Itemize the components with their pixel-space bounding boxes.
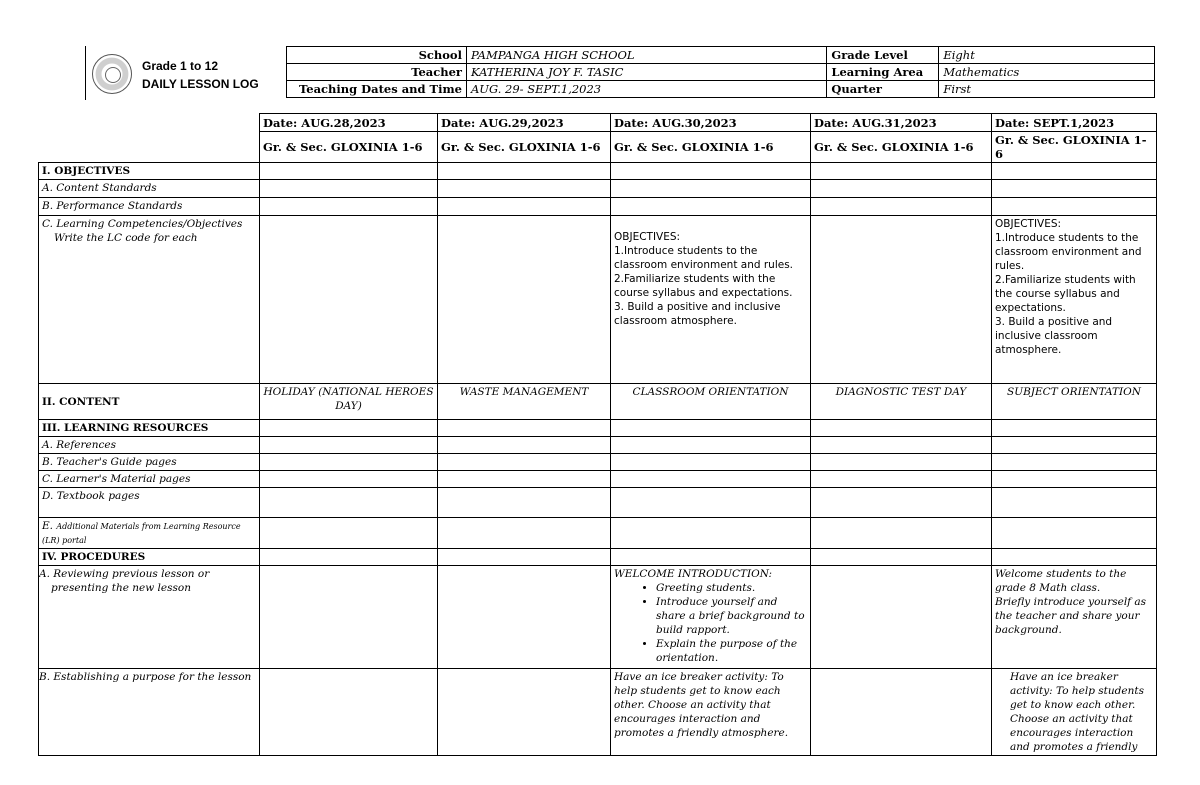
objectives-heading: OBJECTIVES: xyxy=(614,231,681,243)
school-value: PAMPANGA HIGH SCHOOL xyxy=(466,47,826,64)
content-day-2: WASTE MANAGEMENT xyxy=(438,384,611,420)
row-content-standards: A. Content Standards xyxy=(39,180,260,198)
procedure-b-day-3: Have an ice breaker activity: To help students get to know each other. Choose an activity that encourages interaction and promotes a friendly atmosphere. xyxy=(611,669,811,756)
date-day-2: Date: AUG.29,2023 xyxy=(438,114,611,132)
content-day-1: HOLIDAY (NATIONAL HEROES DAY) xyxy=(260,384,438,420)
additional-prefix: E. xyxy=(42,520,54,532)
section-day-3: Gr. & Sec. GLOXINIA 1-6 xyxy=(611,132,811,163)
procedure-b-day-5: Have an ice breaker activity: To help students get to know each other. Choose an activity that encourages interaction and promotes a friendly xyxy=(992,669,1157,756)
content-day-5: SUBJECT ORIENTATION xyxy=(992,384,1157,420)
grade-level-label: Grade Level xyxy=(827,47,939,64)
daily-lesson-log-table xyxy=(38,113,1157,756)
competencies-line-1: C. Learning Competencies/Objectives xyxy=(42,218,243,230)
welcome-line-1: Welcome students to the grade 8 Math class. xyxy=(995,568,1127,594)
row-learners-material: C. Learner's Material pages xyxy=(39,471,260,488)
date-day-3: Date: AUG.30,2023 xyxy=(611,114,811,132)
welcome-item-3: • Explain the purpose of the orientation. xyxy=(656,637,807,665)
objectives-cell-day-3 xyxy=(611,216,811,384)
row-establishing-purpose: B. Establishing a purpose for the lesson xyxy=(39,669,260,756)
row-performance-standards: B. Performance Standards xyxy=(39,198,260,216)
teacher-label: Teacher xyxy=(287,64,467,81)
section-learning-resources: III. LEARNING RESOURCES xyxy=(39,420,260,437)
document-title xyxy=(142,57,259,93)
school-label: School xyxy=(287,47,467,64)
title-line-2: DAILY LESSON LOG xyxy=(142,77,259,91)
procedure-a-day-5 xyxy=(992,566,1157,669)
section-objectives: I. OBJECTIVES xyxy=(39,163,260,180)
quarter-value: First xyxy=(939,81,1155,98)
objectives-cell-day-5 xyxy=(992,216,1157,384)
section-content: II. CONTENT xyxy=(39,384,260,420)
objective-2: 2.Familiarize students with the course syllabus and expectations. xyxy=(614,273,793,299)
teaching-dates-value: AUG. 29- SEPT.1,2023 xyxy=(466,81,826,98)
grade-level-value: Eight xyxy=(939,47,1155,64)
learning-area-value: Mathematics xyxy=(939,64,1155,81)
title-line-1: Grade 1 to 12 xyxy=(142,59,219,73)
welcome-item-2: • Introduce yourself and share a brief background to build rapport. xyxy=(656,595,807,637)
blank-corner xyxy=(39,114,260,132)
content-day-3: CLASSROOM ORIENTATION xyxy=(611,384,811,420)
section-day-4: Gr. & Sec. GLOXINIA 1-6 xyxy=(811,132,992,163)
objectives-heading: OBJECTIVES: xyxy=(995,218,1062,230)
welcome-heading: WELCOME INTRODUCTION: xyxy=(614,568,773,580)
competencies-line-2: Write the LC code for each xyxy=(54,232,198,244)
teacher-value: KATHERINA JOY F. TASIC xyxy=(466,64,826,81)
section-day-5: Gr. & Sec. GLOXINIA 1-6 xyxy=(992,132,1157,163)
welcome-list xyxy=(614,581,807,665)
row-references: A. References xyxy=(39,437,260,454)
row-textbook: D. Textbook pages xyxy=(39,488,260,518)
welcome-line-2: Briefly introduce yourself as the teacher and share your background. xyxy=(995,596,1147,636)
content-day-4: DIAGNOSTIC TEST DAY xyxy=(811,384,992,420)
row-learning-competencies xyxy=(39,216,260,384)
section-day-2: Gr. & Sec. GLOXINIA 1-6 xyxy=(438,132,611,163)
date-day-4: Date: AUG.31,2023 xyxy=(811,114,992,132)
header-left-border xyxy=(85,46,87,100)
objective-2: 2.Familiarize students with the course syllabus and expectations. xyxy=(995,274,1136,314)
objective-1: 1.Introduce students to the classroom environment and rules. xyxy=(614,245,794,271)
teaching-dates-label: Teaching Dates and Time xyxy=(287,81,467,98)
objective-3: 3. Build a positive and inclusive classroom atmosphere. xyxy=(995,316,1113,356)
date-day-5: Date: SEPT.1,2023 xyxy=(992,114,1157,132)
learning-area-label: Learning Area xyxy=(827,64,939,81)
procedure-a-day-3 xyxy=(611,566,811,669)
welcome-item-1: • Greeting students. xyxy=(656,581,807,595)
objective-1: 1.Introduce students to the classroom environment and rules. xyxy=(995,232,1142,272)
objective-3: 3. Build a positive and inclusive classroom atmosphere. xyxy=(614,301,781,327)
section-procedures: IV. PROCEDURES xyxy=(39,549,260,566)
blank-corner-2 xyxy=(39,132,260,163)
additional-label: Additional Materials from Learning Resource (LR) portal xyxy=(42,522,241,545)
row-reviewing-lesson: A. Reviewing previous lesson or presenting the new lesson xyxy=(39,566,260,669)
quarter-label: Quarter xyxy=(827,81,939,98)
section-day-1: Gr. & Sec. GLOXINIA 1-6 xyxy=(260,132,438,163)
header-info-table xyxy=(286,46,1155,98)
deped-seal-icon xyxy=(92,54,132,94)
row-teachers-guide: B. Teacher's Guide pages xyxy=(39,454,260,471)
row-additional-materials xyxy=(39,518,260,549)
date-day-1: Date: AUG.28,2023 xyxy=(260,114,438,132)
